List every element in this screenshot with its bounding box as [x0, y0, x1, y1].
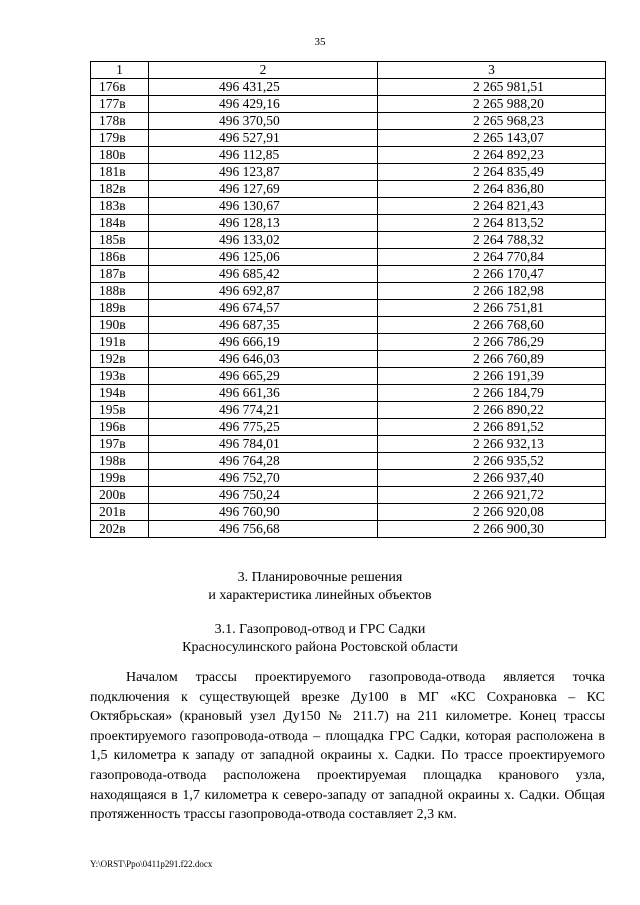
table-header-row: [91, 62, 606, 79]
point-id-cell: 195в: [91, 402, 149, 419]
page-number: 35: [314, 36, 326, 48]
coordinate-x-cell: 496 774,21: [149, 402, 378, 419]
table-row: [91, 215, 606, 232]
subsection-heading-line-1: 3.1. Газопровод-отвод и ГРС Садки: [214, 622, 426, 637]
coordinate-x-cell: 496 756,68: [149, 521, 378, 538]
coordinate-y-cell: 2 266 932,13: [378, 436, 606, 453]
coordinate-x-cell: 496 112,85: [149, 147, 378, 164]
point-id-cell: 198в: [91, 453, 149, 470]
coordinate-x-cell: 496 687,35: [149, 317, 378, 334]
table-row: [91, 249, 606, 266]
coordinate-y-cell: 2 266 921,72: [378, 487, 606, 504]
coordinate-x-cell: 496 133,02: [149, 232, 378, 249]
table-row: [91, 521, 606, 538]
table-row: [91, 351, 606, 368]
point-id-cell: 201в: [91, 504, 149, 521]
coordinates-table: [90, 61, 606, 538]
table-row: [91, 96, 606, 113]
coordinate-x-cell: 496 760,90: [149, 504, 378, 521]
point-id-cell: 189в: [91, 300, 149, 317]
coordinate-x-cell: 496 752,70: [149, 470, 378, 487]
table-row: [91, 198, 606, 215]
coordinate-x-cell: 496 527,91: [149, 130, 378, 147]
table-row: [91, 453, 606, 470]
section-heading-line-1: 3. Планировочные решения: [237, 570, 403, 585]
coordinate-y-cell: 2 264 821,43: [378, 198, 606, 215]
column-header-3: 3: [378, 62, 606, 79]
point-id-cell: 185в: [91, 232, 149, 249]
table-row: [91, 334, 606, 351]
point-id-cell: 199в: [91, 470, 149, 487]
coordinate-x-cell: 496 429,16: [149, 96, 378, 113]
coordinate-x-cell: 496 370,50: [149, 113, 378, 130]
table-row: [91, 317, 606, 334]
subsection-heading: [0, 621, 640, 657]
section-heading-line-2: и характеристика линейных объектов: [208, 588, 432, 603]
coordinate-y-cell: 2 265 968,23: [378, 113, 606, 130]
coordinate-y-cell: 2 266 760,89: [378, 351, 606, 368]
point-id-cell: 190в: [91, 317, 149, 334]
point-id-cell: 202в: [91, 521, 149, 538]
table-row: [91, 470, 606, 487]
coordinate-x-cell: 496 784,01: [149, 436, 378, 453]
coordinate-y-cell: 2 266 890,22: [378, 402, 606, 419]
point-id-cell: 184в: [91, 215, 149, 232]
point-id-cell: 196в: [91, 419, 149, 436]
coordinate-x-cell: 496 665,29: [149, 368, 378, 385]
coordinate-y-cell: 2 264 835,49: [378, 164, 606, 181]
point-id-cell: 193в: [91, 368, 149, 385]
coordinate-y-cell: 2 266 768,60: [378, 317, 606, 334]
coordinate-x-cell: 496 127,69: [149, 181, 378, 198]
coordinate-y-cell: 2 266 920,08: [378, 504, 606, 521]
table-row: [91, 436, 606, 453]
coordinate-x-cell: 496 661,36: [149, 385, 378, 402]
point-id-cell: 182в: [91, 181, 149, 198]
body-paragraph: Началом трассы проектируемого газопровода-отвода является точка подключения к существующей врезке Ду100 в МГ «КС Сохрановка – КС Октябрьская» (крановый узел Ду150 № 211.7) на 211 километре. Конец трассы проектируемого газопровода-отвода – площадка ГРС Садки, которая расположена в 1,5 километра к западу от западной окраины х. Садки. По трассе проектируемого газопровода-отвода расположена проектируемая площадка кранового узла, находящаяся в 1,7 километра к северо-западу от западной окраины х. Садки. Общая протяженность трассы газопровода-отвода составляет 2,3 км.: [90, 670, 605, 823]
table-row: [91, 181, 606, 198]
point-id-cell: 200в: [91, 487, 149, 504]
column-header-1: 1: [91, 62, 149, 79]
table-row: [91, 130, 606, 147]
coordinate-x-cell: 496 674,57: [149, 300, 378, 317]
column-header-2: 2: [149, 62, 378, 79]
table-row: [91, 164, 606, 181]
coordinate-x-cell: 496 750,24: [149, 487, 378, 504]
coordinate-y-cell: 2 264 836,80: [378, 181, 606, 198]
table-body: [91, 79, 606, 538]
table-row: [91, 402, 606, 419]
coordinate-y-cell: 2 266 891,52: [378, 419, 606, 436]
point-id-cell: 197в: [91, 436, 149, 453]
footer-file-path: Y:\ORST\Ppo\0411p291.f22.docx: [90, 859, 213, 869]
point-id-cell: 178в: [91, 113, 149, 130]
coordinate-y-cell: 2 265 988,20: [378, 96, 606, 113]
coordinate-y-cell: 2 266 937,40: [378, 470, 606, 487]
table-row: [91, 368, 606, 385]
table-row: [91, 266, 606, 283]
point-id-cell: 181в: [91, 164, 149, 181]
coordinate-x-cell: 496 128,13: [149, 215, 378, 232]
coordinate-x-cell: 496 692,87: [149, 283, 378, 300]
coordinate-x-cell: 496 125,06: [149, 249, 378, 266]
coordinate-y-cell: 2 266 182,98: [378, 283, 606, 300]
section-heading: [0, 569, 640, 605]
table-row: [91, 419, 606, 436]
coordinate-y-cell: 2 265 981,51: [378, 79, 606, 96]
point-id-cell: 176в: [91, 79, 149, 96]
point-id-cell: 188в: [91, 283, 149, 300]
point-id-cell: 180в: [91, 147, 149, 164]
point-id-cell: 183в: [91, 198, 149, 215]
coordinate-y-cell: 2 266 935,52: [378, 453, 606, 470]
table-row: [91, 147, 606, 164]
table-row: [91, 79, 606, 96]
table-row: [91, 113, 606, 130]
coordinate-y-cell: 2 264 892,23: [378, 147, 606, 164]
subsection-heading-line-2: Красносулинского района Ростовской области: [182, 640, 458, 655]
coordinate-x-cell: 496 130,67: [149, 198, 378, 215]
coordinate-x-cell: 496 685,42: [149, 266, 378, 283]
point-id-cell: 186в: [91, 249, 149, 266]
table-row: [91, 300, 606, 317]
coordinate-y-cell: 2 266 170,47: [378, 266, 606, 283]
table-row: [91, 232, 606, 249]
coordinate-y-cell: 2 265 143,07: [378, 130, 606, 147]
table-row: [91, 487, 606, 504]
coordinate-x-cell: 496 646,03: [149, 351, 378, 368]
table-row: [91, 385, 606, 402]
coordinate-y-cell: 2 266 191,39: [378, 368, 606, 385]
point-id-cell: 194в: [91, 385, 149, 402]
coordinate-y-cell: 2 264 813,52: [378, 215, 606, 232]
point-id-cell: 177в: [91, 96, 149, 113]
point-id-cell: 191в: [91, 334, 149, 351]
coordinate-x-cell: 496 775,25: [149, 419, 378, 436]
coordinate-y-cell: 2 266 786,29: [378, 334, 606, 351]
coordinate-y-cell: 2 266 184,79: [378, 385, 606, 402]
table-row: [91, 283, 606, 300]
coordinate-x-cell: 496 666,19: [149, 334, 378, 351]
coordinate-y-cell: 2 264 770,84: [378, 249, 606, 266]
coordinate-x-cell: 496 123,87: [149, 164, 378, 181]
coordinate-x-cell: 496 764,28: [149, 453, 378, 470]
coordinate-y-cell: 2 266 900,30: [378, 521, 606, 538]
point-id-cell: 187в: [91, 266, 149, 283]
point-id-cell: 192в: [91, 351, 149, 368]
point-id-cell: 179в: [91, 130, 149, 147]
coordinate-y-cell: 2 264 788,32: [378, 232, 606, 249]
coordinate-x-cell: 496 431,25: [149, 79, 378, 96]
coordinate-y-cell: 2 266 751,81: [378, 300, 606, 317]
table-row: [91, 504, 606, 521]
